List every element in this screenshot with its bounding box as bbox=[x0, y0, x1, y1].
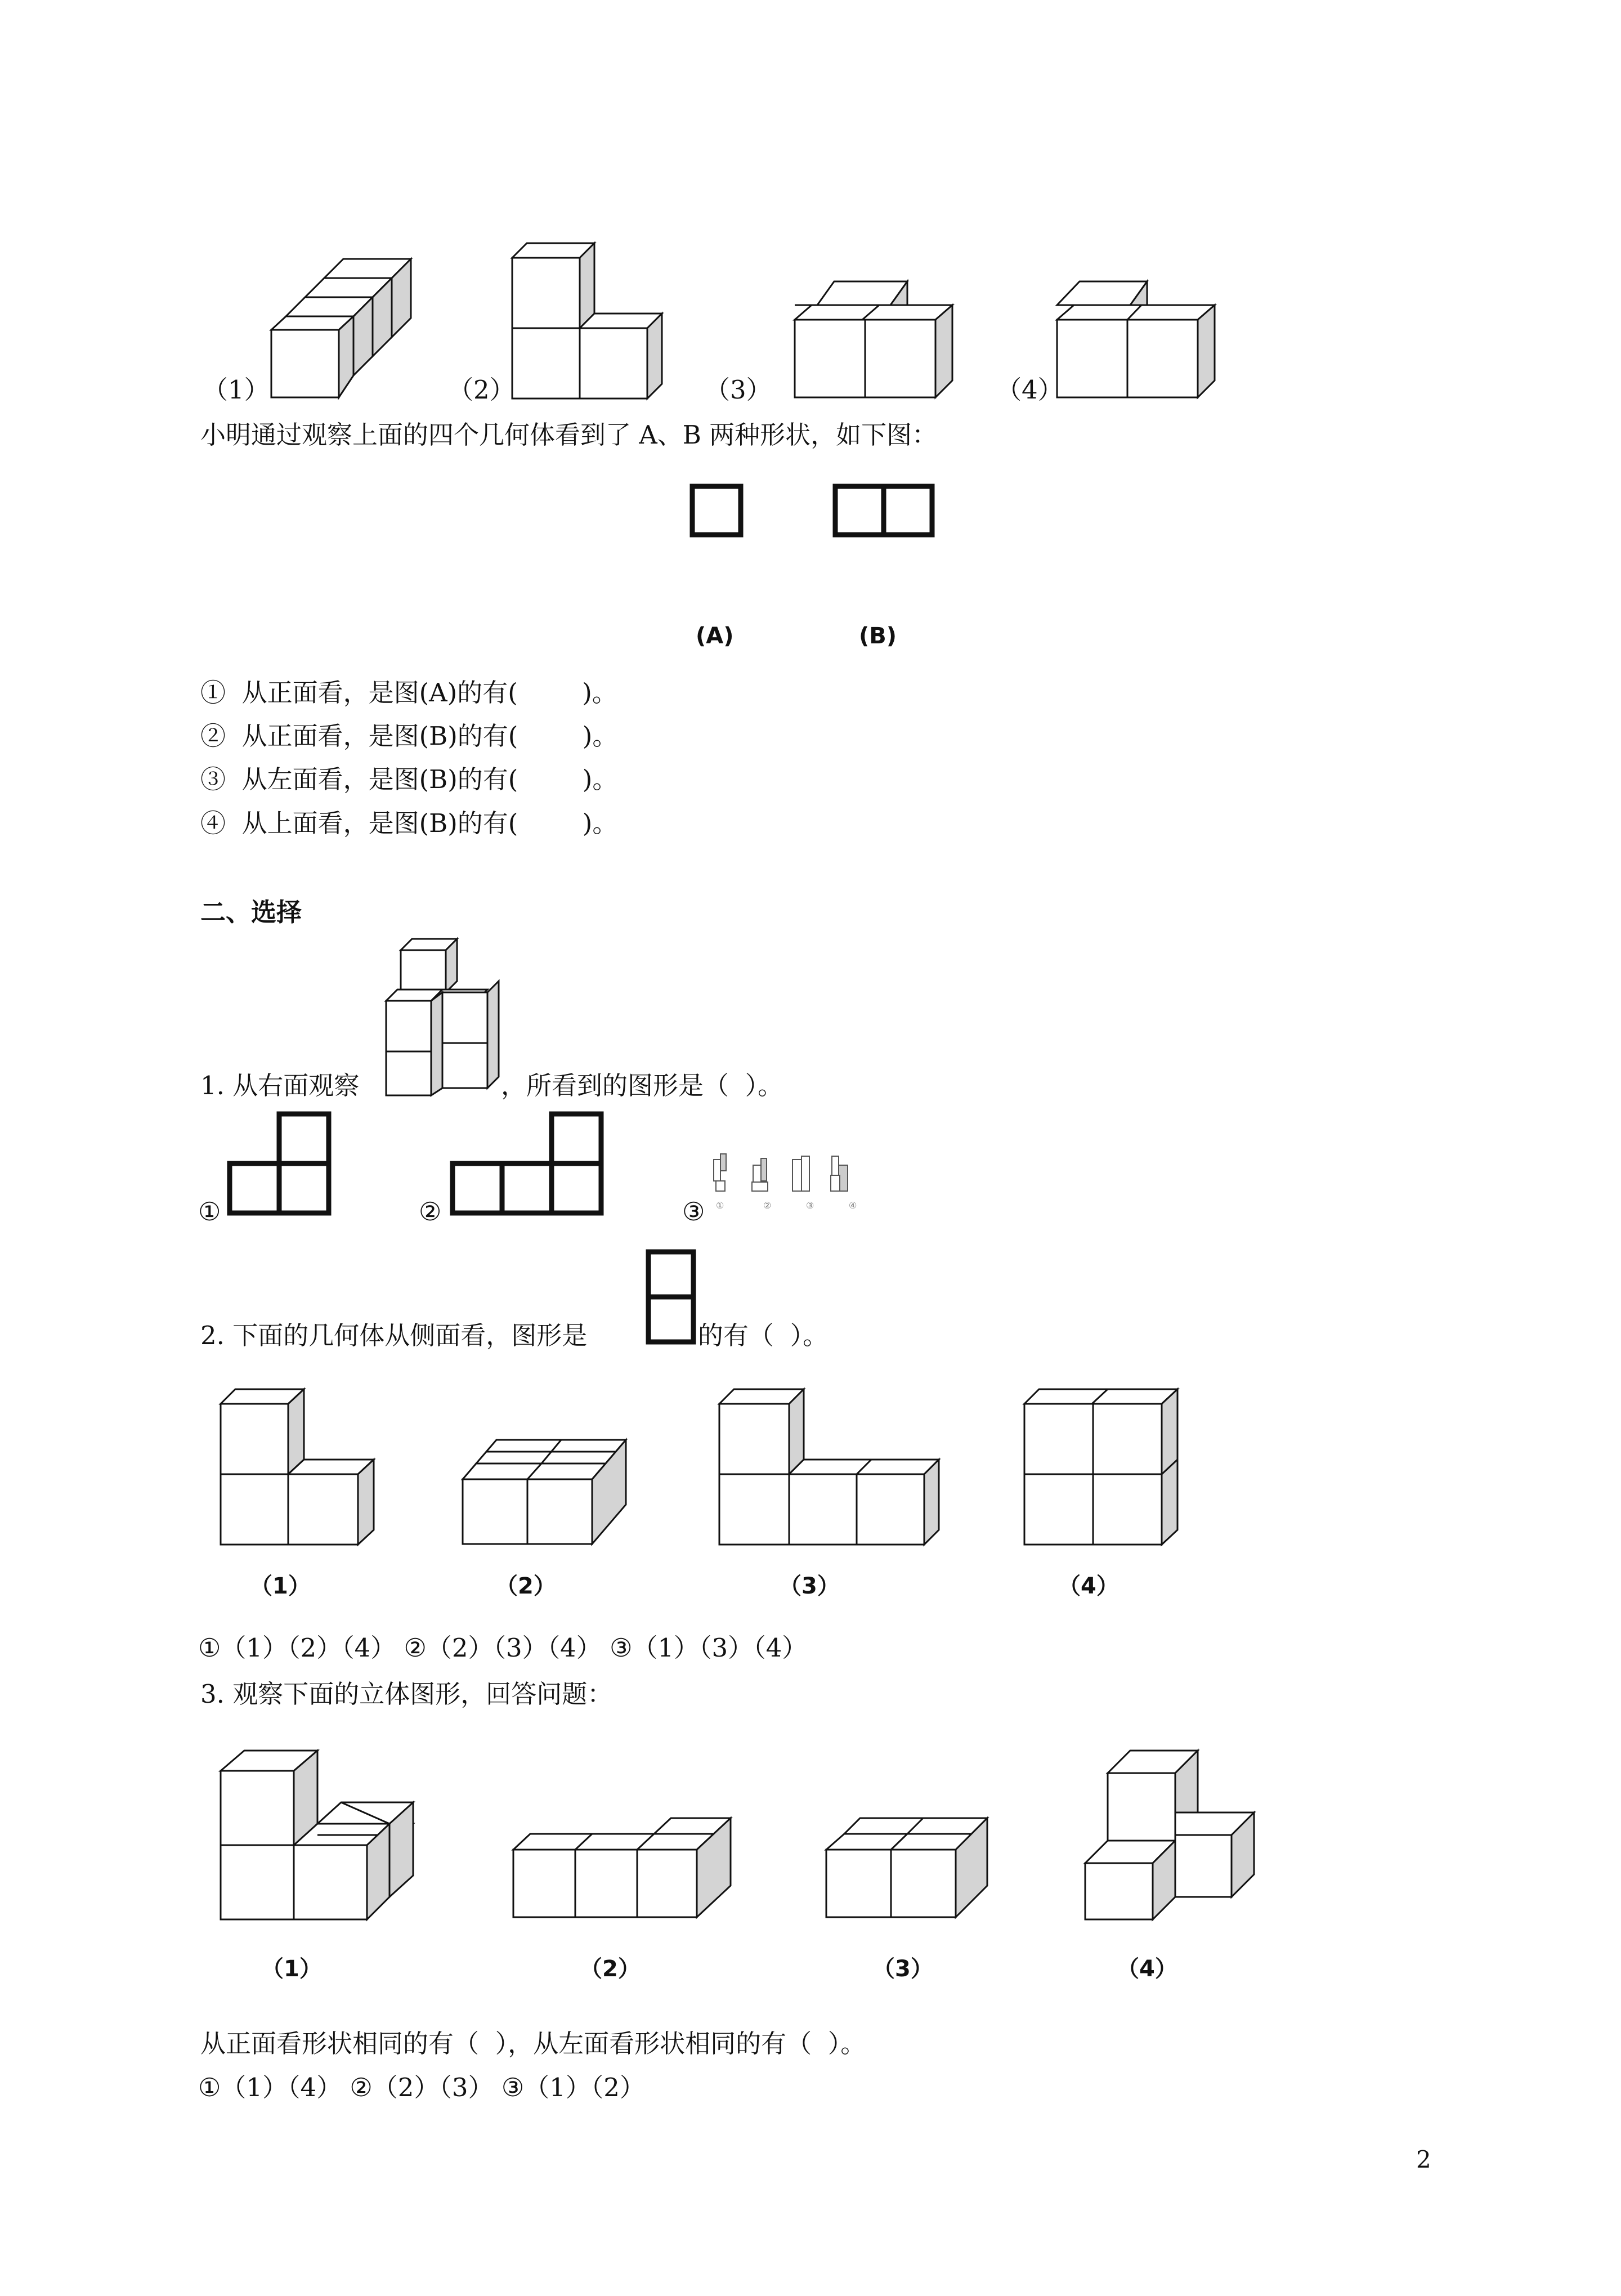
q1-prefix: 1. 从右面观察 bbox=[200, 1071, 360, 1100]
q1-suffix: ，所看到的图形是（ ）。 bbox=[501, 1071, 783, 1100]
q1-option-3-marker: ③ bbox=[682, 1197, 705, 1227]
shape-b bbox=[833, 484, 940, 540]
q3-fig-label-3: （3） bbox=[872, 1956, 933, 1982]
q2-fig-label-3: （3） bbox=[779, 1573, 840, 1599]
q1-option-1-marker: ① bbox=[198, 1197, 221, 1227]
q2-inline-shape bbox=[646, 1250, 702, 1351]
q2-fig-label-4: （4） bbox=[1058, 1573, 1119, 1599]
q2-suffix: 的有（ ）。 bbox=[698, 1321, 829, 1350]
shape-a-label: (A) bbox=[696, 623, 734, 649]
solid-figure-2 bbox=[512, 243, 670, 401]
question-1: ① 从正面看，是图(A)的有( )。 bbox=[200, 678, 617, 708]
q1-tiny-label-2: ② bbox=[763, 1200, 772, 1211]
q2-prefix: 2. 下面的几何体从侧面看，图形是 bbox=[200, 1321, 588, 1350]
q1-option-2-marker: ② bbox=[419, 1197, 442, 1227]
q1-option-2-shape bbox=[450, 1112, 614, 1224]
q2-solid-2 bbox=[463, 1440, 632, 1547]
q2-solid-3 bbox=[719, 1389, 944, 1547]
q3-solid-4 bbox=[1085, 1751, 1260, 1925]
q1-tiny-label-1: ① bbox=[716, 1200, 724, 1211]
q3-solid-3 bbox=[826, 1818, 995, 1931]
fig-label-3: （3） bbox=[705, 375, 772, 405]
fig-label-4: （4） bbox=[996, 375, 1063, 405]
q1-tiny-label-4: ④ bbox=[849, 1200, 857, 1211]
shape-b-label: (B) bbox=[859, 623, 897, 649]
q2-fig-label-2: （2） bbox=[495, 1573, 556, 1599]
solid-figure-4 bbox=[1057, 281, 1220, 400]
q3-question: 从正面看形状相同的有（ ），从左面看形状相同的有（ ）。 bbox=[200, 2029, 866, 2058]
solid-figure-3 bbox=[795, 281, 958, 400]
q3-fig-label-2: （2） bbox=[580, 1956, 641, 1982]
section2-heading: 二、选择 bbox=[200, 897, 302, 927]
q3-solid-1 bbox=[221, 1751, 418, 1925]
q1-option-3-tiny-figures bbox=[708, 1148, 888, 1216]
q3-prefix: 3. 观察下面的立体图形，回答问题： bbox=[200, 1679, 613, 1709]
page-number: 2 bbox=[1416, 2146, 1431, 2173]
q2-solid-4 bbox=[1024, 1389, 1188, 1547]
q2-fig-label-1: （1） bbox=[250, 1573, 311, 1599]
q1-solid bbox=[386, 939, 504, 1096]
shape-a bbox=[690, 484, 746, 540]
section1-intro: 小明通过观察上面的四个几何体看到了 A、B 两种形状，如下图： bbox=[200, 420, 938, 450]
q1-tiny-label-3: ③ bbox=[806, 1200, 814, 1211]
q3-fig-label-4: （4） bbox=[1117, 1956, 1177, 1982]
q3-fig-label-1: （1） bbox=[261, 1956, 322, 1982]
q3-solid-2 bbox=[513, 1818, 738, 1931]
question-2: ② 从正面看，是图(B)的有( )。 bbox=[200, 721, 618, 751]
q1-option-1-shape bbox=[227, 1112, 340, 1224]
fig-label-1: （1） bbox=[203, 375, 270, 405]
fig-label-2: （2） bbox=[448, 375, 515, 405]
q3-options: ①（1）（4） ②（2）（3） ③（1）（2） bbox=[198, 2073, 645, 2102]
question-4: ④ 从上面看，是图(B)的有( )。 bbox=[200, 808, 618, 838]
q2-solid-1 bbox=[221, 1389, 384, 1547]
solid-figure-1 bbox=[270, 259, 417, 400]
question-3: ③ 从左面看，是图(B)的有( )。 bbox=[200, 764, 618, 794]
q2-options: ①（1）（2）（4） ②（2）（3）（4） ③（1）（3）（4） bbox=[198, 1633, 808, 1663]
